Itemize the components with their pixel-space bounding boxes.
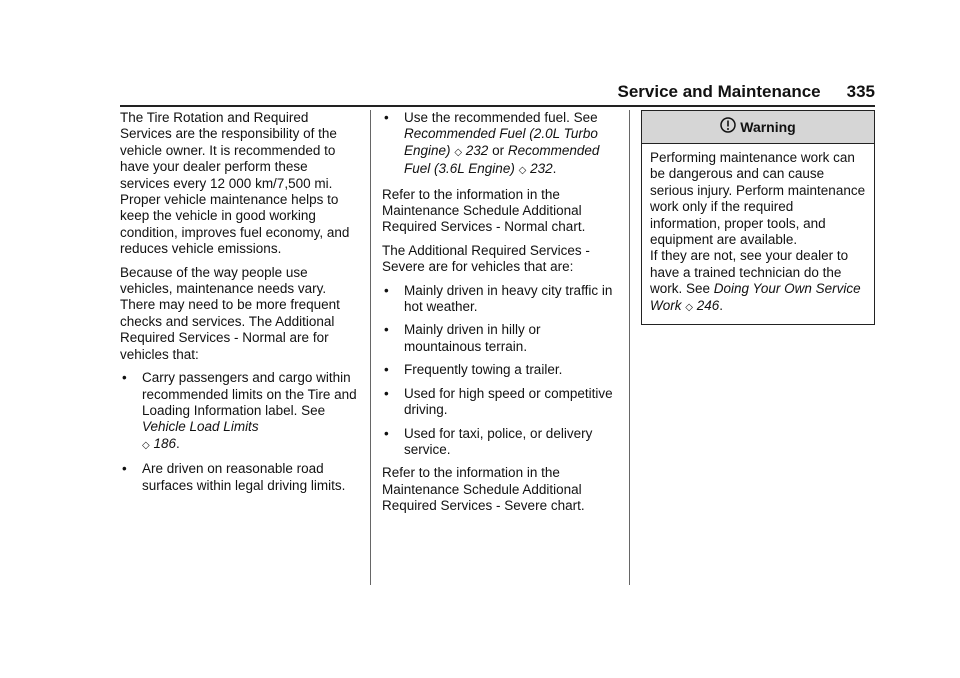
column-divider-1 [370, 110, 371, 585]
list-item: • Carry passengers and cargo within recommended limits on the Tire and Loading Information label. See Vehicle Load Limits ◇ 186. [120, 370, 358, 454]
warning-paragraph: Performing maintenance work can be dangerous and can cause serious injury. Perform maintenance work only if the required information, proper tools, and equipment are available. [650, 150, 866, 248]
list-item: • Mainly driven in heavy city traffic in hot weather. [384, 282, 613, 315]
severe-intro-paragraph: The Additional Required Services - Severe are for vehicles that are: [382, 242, 590, 275]
warning-box [641, 110, 875, 325]
page-reference[interactable]: 186 [153, 435, 176, 451]
list-item: • Frequently towing a trailer. [384, 362, 563, 378]
intro-paragraph: The Tire Rotation and Required Services are the responsibility of the vehicle owner. It is recommended to have your dealer perform these services every 12 000 km/7,500 mi. Proper vehicle maintenance helps to keep the vehicle in good working condition, improves fuel economy, and reduces vehicle emissions. [120, 110, 350, 257]
column-3 [641, 110, 875, 325]
page-header [0, 82, 875, 102]
cross-reference-link[interactable]: Vehicle Load Limits [142, 419, 259, 435]
header-rule [120, 105, 875, 107]
bullet-icon: • [384, 282, 389, 298]
list-item: • Mainly driven in hilly or mountainous terrain. [384, 322, 541, 354]
normal-chart-paragraph: Refer to the information in the Maintenance Schedule Additional Required Services - Normal chart. [382, 186, 586, 235]
list-item: • Use the recommended fuel. See Recommended Fuel (2.0L Turbo Engine) ◇ 232 or Recommended Fuel (3.6L Engine) ◇ 232. [382, 110, 617, 180]
bullet-icon: • [384, 110, 389, 125]
page-ref-icon: ◇ [685, 301, 693, 313]
cross-reference-link[interactable]: Recommended Fuel (3.6L Engine) [404, 142, 600, 177]
column-1 [120, 110, 358, 501]
bullet-icon: • [122, 370, 127, 386]
bullet-icon: • [384, 362, 389, 378]
page-number: 335 [846, 82, 875, 101]
page-ref-icon: ◇ [454, 146, 463, 158]
severe-chart-paragraph: Refer to the information in the Maintenance Schedule Additional Required Services - Severe chart. [382, 465, 585, 514]
column-2 [382, 110, 617, 522]
list-item: • Used for taxi, police, or delivery service. [384, 425, 593, 457]
warning-symbol-icon [720, 117, 736, 136]
cross-reference-link[interactable]: Recommended Fuel (2.0L Turbo Engine) [404, 126, 598, 158]
warning-title: Warning [740, 118, 796, 135]
page-ref-icon: ◇ [518, 165, 527, 177]
bullet-icon: • [384, 425, 389, 441]
bullet-icon: • [122, 461, 127, 477]
page-reference[interactable]: 232 [465, 142, 489, 158]
page-ref-icon: ◇ [142, 439, 150, 451]
warning-header [642, 111, 874, 144]
bullet-icon: • [384, 322, 389, 338]
page-reference[interactable]: 246 [696, 297, 720, 313]
section-title: Service and Maintenance [617, 82, 821, 101]
cross-reference-link[interactable]: Doing Your Own Service Work [650, 281, 861, 313]
list-item: • Are driven on reasonable road surfaces within legal driving limits. [122, 461, 346, 493]
warning-paragraph: If they are not, see your dealer to have a trained technician do the work. See Doing Your Own Service Work ◇ 246. [650, 248, 861, 313]
warning-body [642, 144, 874, 324]
usage-paragraph: Because of the way people use vehicles, maintenance needs vary. There may need to be more frequent checks and services. The Additional Required Services - Normal are for vehicles that: [120, 264, 340, 362]
list-item: • Used for high speed or competitive driving. [384, 385, 613, 418]
page-reference[interactable]: 232 [530, 161, 553, 177]
bullet-icon: • [384, 385, 389, 401]
column-divider-2 [629, 110, 630, 585]
